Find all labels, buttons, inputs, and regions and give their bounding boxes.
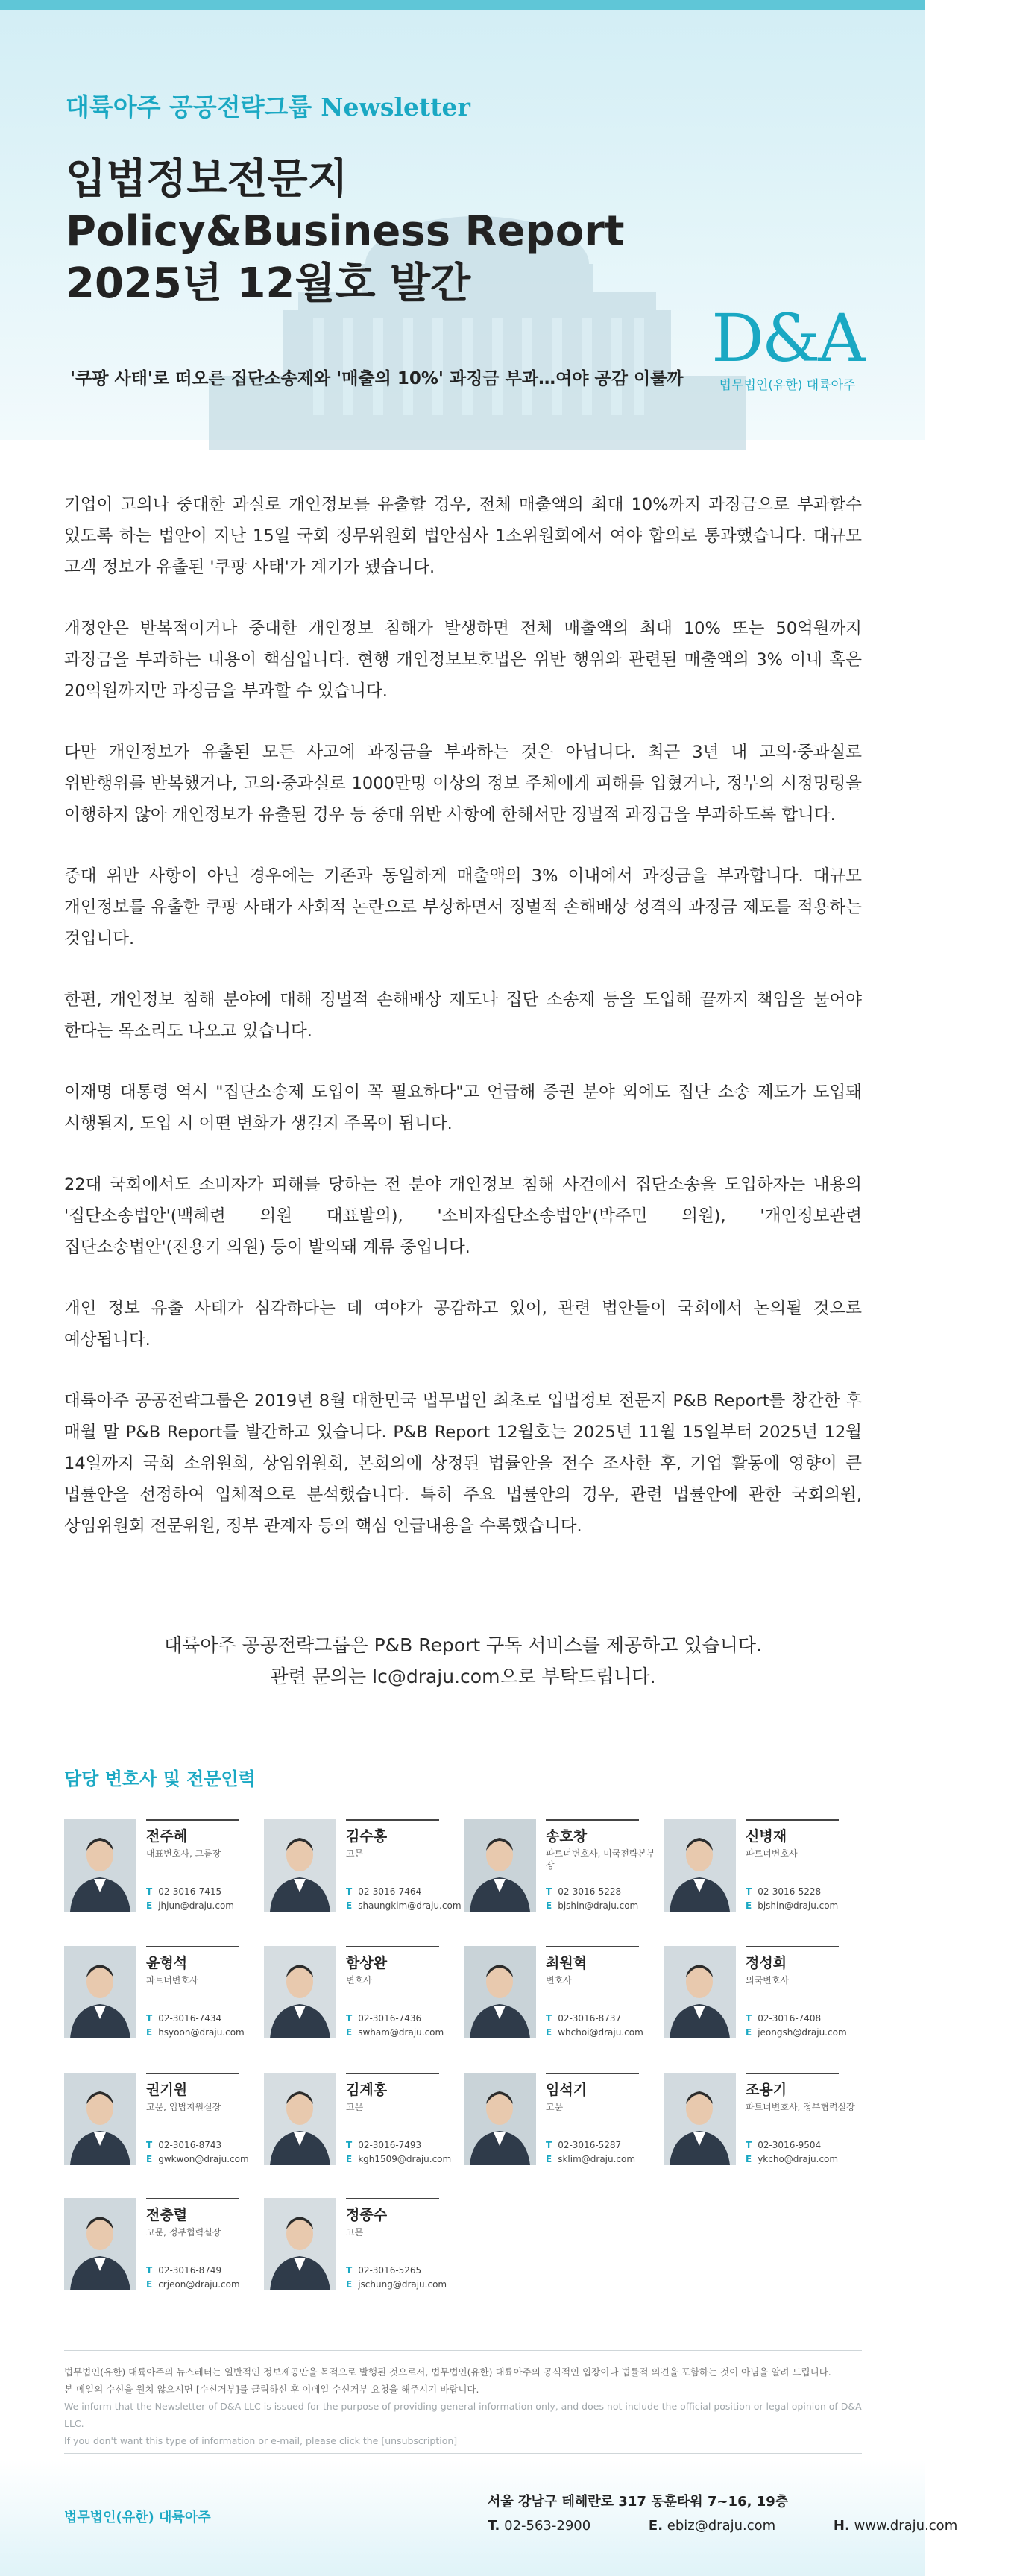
name-rule bbox=[546, 2073, 639, 2074]
lawyer-name: 권기원 bbox=[146, 2082, 188, 2098]
name-rule bbox=[746, 2073, 839, 2074]
lawyer-name: 임석기 bbox=[546, 2082, 588, 2098]
lawyer-card bbox=[64, 1946, 259, 2043]
lawyer-card bbox=[264, 1946, 459, 2043]
lawyer-contact bbox=[746, 1885, 838, 1913]
lawyer-info bbox=[746, 1819, 857, 1859]
title-line-2: Policy&Business Report bbox=[66, 207, 625, 256]
lawyer-portrait-image bbox=[64, 1819, 136, 1912]
name-rule bbox=[546, 1819, 639, 1821]
disclaimer-en-1: We inform that the Newsletter of D&A LLC is issued for the purpose of providing general information only, and does not include the official position or legal opinion of D&A LLC. bbox=[64, 2401, 862, 2429]
lawyer-phone: T 02-3016-8743 bbox=[146, 2140, 222, 2150]
lawyer-name: 최원혁 bbox=[546, 1955, 588, 1971]
lawyer-phone: T 02-3016-7415 bbox=[146, 1886, 222, 1897]
lawyer-contact bbox=[346, 1885, 462, 1913]
lawyer-contact bbox=[746, 2138, 838, 2167]
lawyer-email[interactable]: E swham@draju.com bbox=[346, 2027, 444, 2038]
lawyer-name: 전주혜 bbox=[146, 1828, 188, 1845]
page-title bbox=[66, 154, 625, 310]
lawyer-card bbox=[464, 1819, 659, 1916]
name-rule bbox=[346, 1946, 439, 1947]
lawyer-role: 대표변호사, 그룹장 bbox=[146, 1848, 221, 1859]
lawyer-email[interactable]: E crjeon@draju.com bbox=[146, 2279, 240, 2290]
name-rule bbox=[146, 2073, 239, 2074]
name-rule bbox=[146, 1946, 239, 1947]
article-paragraph: 한편, 개인정보 침해 분야에 대해 징벌적 손해배상 제도나 집단 소송제 등을 도입해 끝까지 책임을 물어야 한다는 목소리도 나오고 있습니다. bbox=[64, 990, 862, 1041]
disclaimer bbox=[64, 2364, 862, 2449]
lawyer-portrait-image bbox=[64, 1946, 136, 2038]
lawyer-name: 송호창 bbox=[546, 1828, 588, 1845]
name-rule bbox=[746, 1946, 839, 1947]
lawyer-role: 파트너변호사, 미국전략본부장 bbox=[546, 1848, 655, 1871]
logo-subtitle: 법무법인(유한) 대륙아주 bbox=[719, 378, 856, 393]
lawyer-photo bbox=[264, 2198, 336, 2290]
lawyer-card bbox=[264, 1819, 462, 1916]
lawyer-info bbox=[146, 1946, 258, 1986]
name-rule bbox=[346, 2198, 439, 2199]
name-rule bbox=[746, 1819, 839, 1821]
footer-website[interactable]: H. www.draju.com bbox=[833, 2518, 958, 2534]
article-paragraph: 기업이 고의나 중대한 과실로 개인정보를 유출할 경우, 전체 매출액의 최대 10%까지 과징금으로 부과할수 있도록 하는 법안이 지난 15일 국회 정무위원회 법안심사 1소위원회에서 여야 합의로 통과했습니다. 대규모 고객 정보가 유출된 '쿠팡 사태'가 계기가 됐습니다. bbox=[64, 495, 862, 577]
lawyer-role: 고문 bbox=[346, 1848, 364, 1859]
lawyer-email[interactable]: E jhjun@draju.com bbox=[146, 1900, 234, 1911]
lawyer-role: 외국변호사 bbox=[746, 1975, 789, 1985]
lawyer-card bbox=[464, 1946, 659, 2043]
lawyer-photo bbox=[464, 2073, 536, 2165]
lawyer-contact bbox=[146, 2012, 245, 2040]
lawyer-name: 윤형석 bbox=[146, 1955, 188, 1971]
lawyer-role: 파트너변호사 bbox=[746, 1848, 798, 1859]
lawyer-card bbox=[264, 2198, 459, 2295]
lawyer-info bbox=[146, 2073, 258, 2113]
notice-line-1: 대륙아주 공공전략그룹은 P&B Report 구독 서비스를 제공하고 있습니다. bbox=[164, 1634, 762, 1656]
lawyer-phone: T 02-3016-8749 bbox=[146, 2265, 222, 2276]
lawyer-portrait-image bbox=[264, 2198, 336, 2290]
lawyer-portrait-image bbox=[264, 2073, 336, 2165]
lawyer-phone: T 02-3016-5265 bbox=[346, 2265, 422, 2276]
lawyer-email[interactable]: E bjshin@draju.com bbox=[746, 1900, 839, 1911]
lawyer-photo bbox=[64, 1946, 136, 2038]
lawyer-info bbox=[346, 1946, 458, 1986]
title-line-1: 입법정보전문지 bbox=[66, 155, 348, 204]
lawyer-photo bbox=[664, 2073, 736, 2165]
name-rule bbox=[146, 1819, 239, 1821]
logo-mark: D&A bbox=[711, 300, 863, 377]
name-rule bbox=[346, 1819, 439, 1821]
lawyer-email[interactable]: E jschung@draju.com bbox=[346, 2279, 447, 2290]
lawyer-photo bbox=[464, 1819, 536, 1912]
lawyer-role: 고문 bbox=[346, 2102, 364, 2112]
article-paragraph: 이재명 대통령 역시 "집단소송제 도입이 꼭 필요하다"고 언급해 증권 분야 외에도 집단 소송 제도가 도입돼 시행될지, 도입 시 어떤 변화가 생길지 주목이 됩니다. bbox=[64, 1083, 862, 1133]
lawyer-contact bbox=[146, 2138, 249, 2167]
lawyer-email[interactable]: E bjshin@draju.com bbox=[546, 1900, 639, 1911]
lawyer-info bbox=[346, 1819, 458, 1859]
lawyer-role: 고문, 정부협력실장 bbox=[146, 2227, 221, 2238]
lawyer-contact bbox=[546, 2012, 643, 2040]
lawyer-phone: T 02-3016-5228 bbox=[546, 1886, 622, 1897]
lawyer-role: 파트너변호사, 정부협력실장 bbox=[746, 2102, 855, 2112]
lawyer-photo bbox=[664, 1819, 736, 1912]
disclaimer-en-2: If you don't want this type of information or e-mail, please click the [unsubscription] bbox=[64, 2435, 458, 2446]
footer-phone: T. 02-563-2900 bbox=[488, 2518, 591, 2534]
lawyer-contact bbox=[346, 2012, 444, 2040]
footer-address: 서울 강남구 테헤란로 317 동훈타워 7~16, 19층 bbox=[488, 2494, 789, 2510]
top-accent-bar bbox=[0, 0, 925, 10]
lawyer-portrait-image bbox=[464, 1946, 536, 2038]
title-line-3: 2025년 12월호 발간 bbox=[66, 259, 471, 308]
article-paragraph: 개인 정보 유출 사태가 심각하다는 데 여야가 공감하고 있어, 관련 법안들이 국회에서 논의될 것으로 예상됩니다. bbox=[64, 1299, 862, 1350]
name-rule bbox=[146, 2198, 239, 2199]
lawyer-info bbox=[146, 2198, 258, 2238]
lawyer-email[interactable]: E gwkwon@draju.com bbox=[146, 2154, 249, 2164]
article-body bbox=[64, 489, 862, 1572]
footer-divider bbox=[64, 2350, 862, 2351]
lawyer-photo bbox=[64, 2198, 136, 2290]
lawyer-card bbox=[264, 2073, 459, 2170]
lawyer-phone: T 02-3016-7434 bbox=[146, 2013, 222, 2024]
footer-divider-2 bbox=[64, 2453, 862, 2454]
lawyer-info bbox=[746, 2073, 857, 2113]
article-paragraph: 중대 위반 사항이 아닌 경우에는 기존과 동일하게 매출액의 3% 이내에서 과징금을 부과합니다. 대규모 개인정보를 유출한 쿠팡 사태가 사회적 논란으로 부상하면서 징벌적 손해배상 성격의 과징금 제도를 적용하는 것입니다. bbox=[64, 866, 862, 948]
lawyer-portrait-image bbox=[64, 2198, 136, 2290]
lawyer-role: 고문 bbox=[346, 2227, 364, 2238]
name-rule bbox=[346, 2073, 439, 2074]
lawyer-info bbox=[546, 1819, 658, 1871]
article-paragraph: 대륙아주 공공전략그룹은 2019년 8월 대한민국 법무법인 최초로 입법정보 전문지 P&B Report를 창간한 후 매월 말 P&B Report를 발간하고 있습니다. P&B Report 12월호는 2025년 11월 15일부터 2025년 12월 14일까지 국회 소위원회, 상임위원회, 본회의에 상정된 법률안을 전수 조사한 후, 기업 활동에 영향이 큰 법률안을 선정하여 입체적으로 분석했습니다. 특히 주요 법률안의 경우, 관련 법률안에 관한 국회의원, 상임위원회 전문위원, 정부 관계자 등의 핵심 언급내용을 수록했습니다. bbox=[64, 1391, 862, 1536]
lawyer-portrait-image bbox=[464, 1819, 536, 1912]
lawyer-contact bbox=[746, 2012, 847, 2040]
lawyer-card bbox=[64, 2073, 259, 2170]
lawyer-photo bbox=[264, 1946, 336, 2038]
notice-line-2[interactable]: 관련 문의는 lc@draju.com으로 부탁드립니다. bbox=[270, 1666, 656, 1687]
name-rule bbox=[546, 1946, 639, 1947]
lawyer-contact bbox=[346, 2264, 447, 2292]
lawyer-contact bbox=[546, 1885, 638, 1913]
lawyer-portrait-image bbox=[464, 2073, 536, 2165]
lawyer-name: 정종수 bbox=[346, 2207, 388, 2223]
lawyer-phone: T 02-3016-7436 bbox=[346, 2013, 422, 2024]
lawyer-info bbox=[346, 2198, 458, 2238]
lawyer-email[interactable]: E ykcho@draju.com bbox=[746, 2154, 839, 2164]
lawyer-name: 조용기 bbox=[746, 2082, 787, 2098]
lawyer-card bbox=[664, 2073, 859, 2170]
lawyer-photo bbox=[264, 1819, 336, 1912]
newsletter-eyebrow bbox=[66, 88, 470, 123]
footer-contacts bbox=[488, 2514, 1011, 2538]
article-paragraph: 개정안은 반복적이거나 중대한 개인정보 침해가 발생하면 전체 매출액의 최대 10% 또는 50억원까지 과징금을 부과하는 내용이 핵심입니다. 현행 개인정보보호법은 위반 행위와 관련된 매출액의 3% 이내 혹은 20억원까지만 과징금을 부과할 수 있습니다. bbox=[64, 619, 862, 701]
lawyer-info bbox=[546, 1946, 658, 1986]
page-subtitle: '쿠팡 사태'로 떠오른 집단소송제와 '매출의 10%' 과징금 부과…여야 공감 이룰까 bbox=[70, 369, 684, 388]
lawyer-name: 전충렬 bbox=[146, 2207, 188, 2223]
lawyer-name: 김계홍 bbox=[346, 2082, 388, 2098]
lawyer-photo bbox=[64, 1819, 136, 1912]
lawyer-email[interactable]: E hsyoon@draju.com bbox=[146, 2027, 245, 2038]
lawyer-contact bbox=[546, 2138, 635, 2167]
disclaimer-ko-1: 법무법인(유한) 대륙아주의 뉴스레터는 일반적인 정보제공만을 목적으로 발행된 것으로서, 법무법인(유한) 대륙아주의 공식적인 입장이나 법률적 의견을 포함하는 것이 아님을 알려 드립니다. bbox=[64, 2366, 831, 2378]
lawyer-name: 신병재 bbox=[746, 1828, 787, 1845]
lawyer-email[interactable]: E jeongsh@draju.com bbox=[746, 2027, 847, 2038]
lawyer-contact bbox=[146, 2264, 240, 2292]
lawyer-role: 파트너변호사 bbox=[146, 1975, 198, 1985]
lawyer-phone: T 02-3016-5228 bbox=[746, 1886, 822, 1897]
newsletter-label: Newsletter bbox=[321, 92, 470, 122]
lawyer-role: 고문 bbox=[546, 2102, 564, 2112]
lawyer-card bbox=[64, 1819, 259, 1916]
lawyer-phone: T 02-3016-7493 bbox=[346, 2140, 422, 2150]
lawyer-portrait-image bbox=[664, 1946, 736, 2038]
lawyer-portrait-image bbox=[664, 2073, 736, 2165]
lawyer-card bbox=[664, 1946, 859, 2043]
lawyer-phone: T 02-3016-9504 bbox=[746, 2140, 822, 2150]
lawyer-email[interactable]: E sklim@draju.com bbox=[546, 2154, 636, 2164]
lawyers-section-title: 담당 변호사 및 전문인력 bbox=[64, 1769, 256, 1789]
lawyer-info bbox=[146, 1819, 258, 1859]
lawyer-info bbox=[746, 1946, 857, 1986]
lawyer-phone: T 02-3016-7464 bbox=[346, 1886, 422, 1897]
lawyer-contact bbox=[146, 1885, 234, 1913]
footer-email[interactable]: E. ebiz@draju.com bbox=[648, 2518, 776, 2534]
lawyer-name: 김수홍 bbox=[346, 1828, 388, 1845]
lawyer-name: 정성희 bbox=[746, 1955, 787, 1971]
subscription-notice bbox=[64, 1630, 862, 1692]
lawyer-phone: T 02-3016-8737 bbox=[546, 2013, 622, 2024]
lawyer-card bbox=[664, 1819, 859, 1916]
lawyer-email[interactable]: E kgh1509@draju.com bbox=[346, 2154, 452, 2164]
lawyer-photo bbox=[464, 1946, 536, 2038]
header-banner bbox=[0, 10, 925, 440]
lawyer-portrait-image bbox=[264, 1946, 336, 2038]
lawyer-photo bbox=[264, 2073, 336, 2165]
lawyer-role: 변호사 bbox=[346, 1975, 372, 1985]
lawyer-name: 함상완 bbox=[346, 1955, 388, 1971]
lawyer-photo bbox=[664, 1946, 736, 2038]
disclaimer-ko-2: 본 메일의 수신을 원치 않으시면 [수신거부]를 클릭하신 후 이메일 수신거부 요청을 해주시기 바랍니다. bbox=[64, 2384, 479, 2395]
lawyer-email[interactable]: E shaungkim@draju.com bbox=[346, 1900, 462, 1911]
lawyer-portrait-image bbox=[664, 1819, 736, 1912]
lawyer-role: 고문, 입법지원실장 bbox=[146, 2102, 221, 2112]
lawyer-role: 변호사 bbox=[546, 1975, 572, 1985]
footer-firm-name: 법무법인(유한) 대륙아주 bbox=[64, 2510, 211, 2525]
lawyer-phone: T 02-3016-5287 bbox=[546, 2140, 622, 2150]
lawyer-email[interactable]: E whchoi@draju.com bbox=[546, 2027, 643, 2038]
lawyer-card bbox=[64, 2198, 259, 2295]
lawyer-card bbox=[464, 2073, 659, 2170]
group-name: 대륙아주 공공전략그룹 bbox=[66, 92, 312, 122]
lawyer-portrait-image bbox=[64, 2073, 136, 2165]
lawyer-phone: T 02-3016-7408 bbox=[746, 2013, 822, 2024]
lawyer-portrait-image bbox=[264, 1819, 336, 1912]
article-paragraph: 22대 국회에서도 소비자가 피해를 당하는 전 분야 개인정보 침해 사건에서 집단소송을 도입하자는 내용의 '집단소송법안'(백혜련 의원 대표발의), '소비자집단소송법안'(박주민 의원), '개인정보관련 집단소송법안'(전용기 의원) 등이 발의돼 계류 중입니다. bbox=[64, 1175, 862, 1257]
lawyer-photo bbox=[64, 2073, 136, 2165]
lawyer-contact bbox=[346, 2138, 451, 2167]
lawyer-info bbox=[546, 2073, 658, 2113]
da-logo bbox=[705, 300, 869, 393]
lawyer-info bbox=[346, 2073, 458, 2113]
article-paragraph: 다만 개인정보가 유출된 모든 사고에 과징금을 부과하는 것은 아닙니다. 최근 3년 내 고의·중과실로 위반행위를 반복했거나, 고의·중과실로 1000만명 이상의 정보 주체에게 피해를 입혔거나, 정부의 시정명령을 이행하지 않아 개인정보가 유출된 경우 등 중대 위반 사항에 한해서만 징벌적 과징금을 부과하도록 합니다. bbox=[64, 743, 862, 825]
